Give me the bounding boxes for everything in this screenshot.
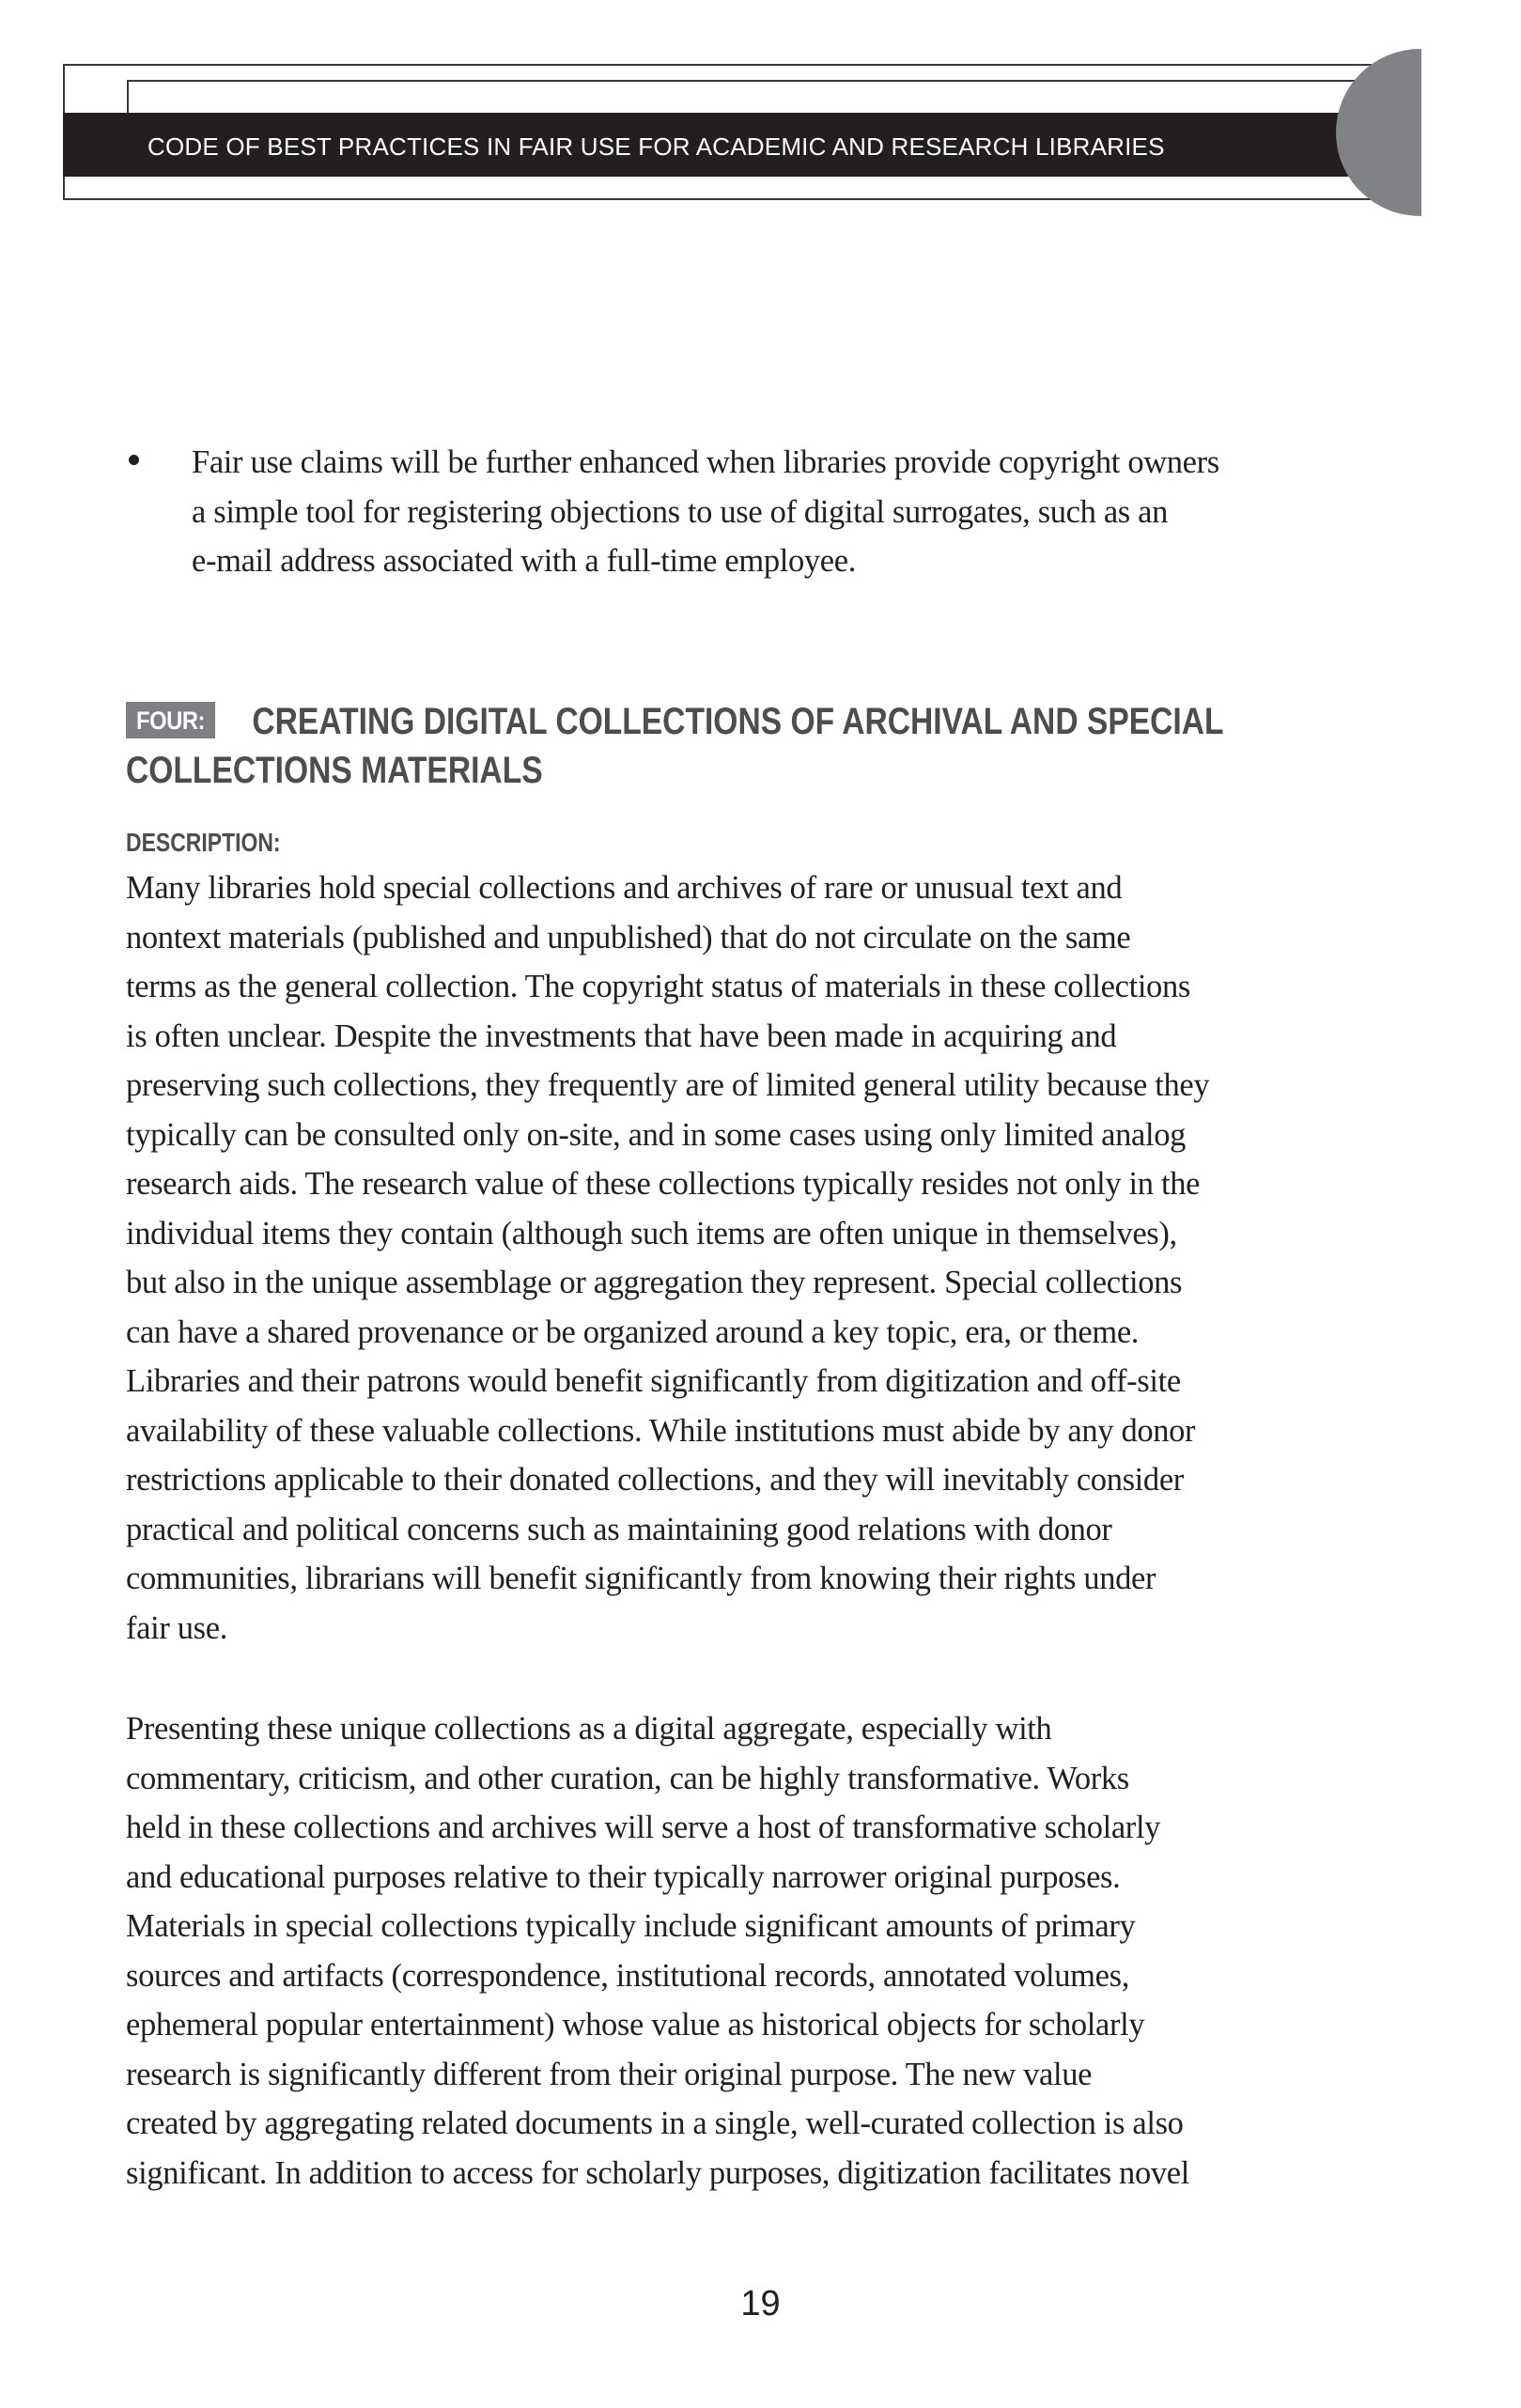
text-line: e-mail address associated with a full-time employee.: [192, 543, 857, 579]
running-header-title: CODE OF BEST PRACTICES IN FAIR USE FOR ACADEMIC AND RESEARCH LIBRARIES: [147, 132, 1165, 161]
text-line: communities, librarians will benefit significantly from knowing their rights under: [126, 1561, 1156, 1596]
text-line: typically can be consulted only on-site, and in some cases using only limited analog: [126, 1116, 1187, 1153]
text-line: Libraries and their patrons would benefit significantly from digitization and off-site: [126, 1363, 1181, 1399]
text-line: preserving such collections, they frequently are of limited general utility because they: [126, 1067, 1210, 1103]
text-line: Many libraries hold special collections and archives of rare or unusual text and: [126, 870, 1123, 906]
text-line: ephemeral popular entertainment) whose value as historical objects for scholarly: [126, 2007, 1145, 2043]
text-line: Materials in special collections typically include significant amounts of primary: [126, 1908, 1136, 1944]
text-line: commentary, criticism, and other curation, can be highly transformative. Works: [126, 1760, 1129, 1796]
text-line: and educational purposes relative to their typically narrower original purposes.: [126, 1858, 1121, 1895]
text-line: availability of these valuable collections. While institutions must abide by any donor: [126, 1412, 1196, 1449]
text-line: is often unclear. Despite the investments that have been made in acquiring and: [126, 1018, 1117, 1054]
text-line: research aids. The research value of these collections typically resides not only in the: [126, 1166, 1201, 1202]
text-line: a simple tool for registering objections to use of digital surrogates, such as an: [192, 493, 1168, 530]
text-line: created by aggregating related documents in a single, well-curated collection is also: [126, 2105, 1184, 2141]
bullet-text: [192, 438, 1219, 586]
text-line: Fair use claims will be further enhanced when libraries provide copyright owners: [192, 444, 1219, 480]
text-line: restrictions applicable to their donated collections, and they will inevitably consider: [126, 1462, 1184, 1498]
text-line: fair use.: [126, 1609, 227, 1646]
section-heading-line: CREATING DIGITAL COLLECTIONS OF ARCHIVAL AND SPECIAL: [252, 701, 1224, 742]
text-line: individual items they contain (although such items are often unique in themselves),: [126, 1215, 1177, 1251]
header-tab-clip: [1336, 38, 1421, 225]
text-line: but also in the unique assemblage or aggregation they represent. Special collections: [126, 1265, 1183, 1300]
bullet-icon: [129, 455, 139, 465]
body-paragraph: [126, 863, 1209, 1653]
text-line: research is significantly different from their original purpose. The new value: [126, 2056, 1093, 2092]
text-line: practical and political concerns such as maintaining good relations with donor: [126, 1511, 1112, 1547]
text-line: held in these collections and archives will serve a host of transformative scholarly: [126, 1810, 1161, 1845]
text-line: significant. In addition to access for scholarly purposes, digitization facilitates novel: [126, 2154, 1189, 2191]
description-label: DESCRIPTION:: [126, 828, 281, 857]
text-line: sources and artifacts (correspondence, institutional records, annotated volumes,: [126, 1957, 1129, 1994]
text-line: terms as the general collection. The copyright status of materials in these collections: [126, 969, 1190, 1004]
text-line: nontext materials (published and unpublished) that do not circulate on the same: [126, 919, 1131, 955]
header-inner-frame: [127, 80, 1376, 114]
body-paragraph: [126, 1704, 1189, 2198]
text-line: can have a shared provenance or be organized around a key topic, era, or theme.: [126, 1313, 1140, 1350]
header-half-circle-tab: [1336, 49, 1421, 216]
section-heading: [126, 697, 1224, 795]
text-line: Presenting these unique collections as a digital aggregate, especially with: [126, 1711, 1052, 1747]
section-number-badge: FOUR:: [126, 702, 215, 738]
section-heading-line: COLLECTIONS MATERIALS: [126, 750, 543, 791]
page-number: 19: [740, 2284, 781, 2323]
